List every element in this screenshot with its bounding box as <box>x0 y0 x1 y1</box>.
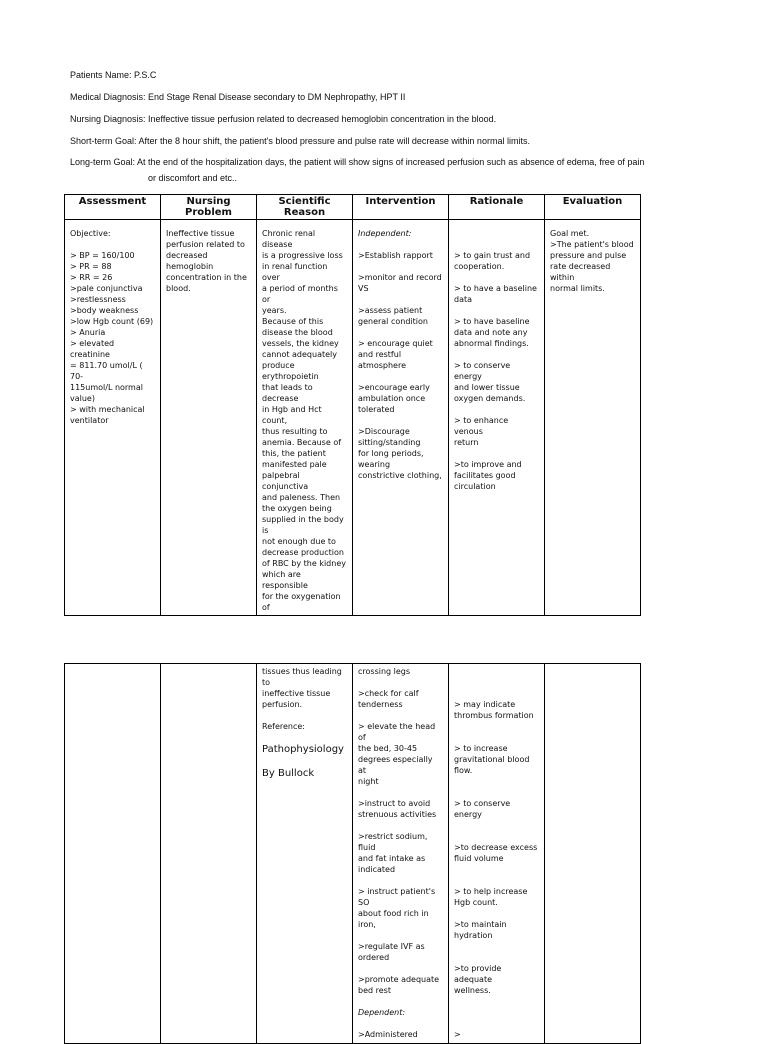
text-line <box>454 831 539 842</box>
text-line: >encourage early <box>358 383 430 392</box>
text-line: erythropoietin <box>262 372 319 381</box>
list-item <box>358 666 443 677</box>
text-line: Reference: <box>262 722 305 731</box>
text-line: in renal function over <box>262 262 328 282</box>
text-line: abnormal findings. <box>454 339 529 348</box>
text-line <box>454 787 539 798</box>
text-line: > <box>454 1030 461 1039</box>
list-item <box>454 721 539 776</box>
header-rationale: Rationale <box>449 195 545 220</box>
list-item <box>358 327 443 371</box>
text-line: and restful <box>358 350 402 359</box>
text-line: value) <box>70 394 95 403</box>
text-line: anemia. Because of <box>262 438 342 447</box>
text-line <box>454 864 539 875</box>
text-line: Ineffective tissue <box>166 229 235 238</box>
text-line <box>454 1007 539 1018</box>
text-line: wellness. <box>454 986 491 995</box>
text-line <box>358 239 443 250</box>
text-line <box>358 710 443 721</box>
text-line: degrees especially at <box>358 755 433 775</box>
text-line: >Administered <box>358 1030 418 1039</box>
text-line: night <box>358 777 379 786</box>
text-line <box>358 787 443 798</box>
text-line: >body weakness <box>70 306 139 315</box>
text-line: decreased <box>166 251 208 260</box>
text-line: ambulation once <box>358 394 426 403</box>
text-line: >The patient's blood <box>550 240 634 249</box>
text-line: of RBC by the kidney <box>262 559 346 568</box>
text-line: Objective: <box>70 229 111 238</box>
text-line: constrictive clothing, <box>358 471 442 480</box>
header-nursing-problem: Nursing Problem <box>161 195 257 220</box>
header-intervention: Intervention <box>353 195 449 220</box>
text-line: a period of months or <box>262 284 338 304</box>
text-line: bed rest <box>358 986 391 995</box>
text-line: >regulate IVF as <box>358 942 425 951</box>
text-line <box>454 349 539 360</box>
text-line: >instruct to avoid <box>358 799 431 808</box>
text-line: >Establish rapport <box>358 251 433 260</box>
table-row <box>65 664 641 1044</box>
text-line: > to conserve energy <box>454 799 511 819</box>
text-line: concentration in the <box>166 273 247 282</box>
list-item <box>454 776 539 820</box>
text-line: ineffective tissue <box>262 689 331 698</box>
list-item <box>454 305 539 349</box>
intervention-list <box>358 666 443 996</box>
text-line: Goal met. <box>550 229 590 238</box>
text-line: > elevated creatinine <box>70 339 115 359</box>
text-line: ventilator <box>70 416 109 425</box>
text-line: data <box>454 295 473 304</box>
text-line: = 811.70 umol/L ( 70- <box>70 361 143 381</box>
text-line: > encourage quiet <box>358 339 433 348</box>
text-line: > Anuria <box>70 328 106 337</box>
assessment-cell <box>65 220 161 616</box>
text-line: tenderness <box>358 700 403 709</box>
header-scientific-reason: Scientific Reason <box>257 195 353 220</box>
text-line: disease the blood <box>262 328 333 337</box>
text-line: is a progressive loss <box>262 251 343 260</box>
list-item <box>358 963 443 996</box>
text-line: >restrict sodium, fluid <box>358 832 428 852</box>
list-item <box>454 404 539 448</box>
text-line <box>262 710 347 721</box>
text-line: data and note any <box>454 328 528 337</box>
text-line: Hgb count. <box>454 898 498 907</box>
nursing-problem-cell <box>161 664 257 1044</box>
text-line: oxygen demands. <box>454 394 526 403</box>
text-line <box>454 305 539 316</box>
text-line: ordered <box>358 953 390 962</box>
text-line: > BP = 160/100 <box>70 251 135 260</box>
intervention-list <box>358 239 443 481</box>
text-line: strenuous activities <box>358 810 437 819</box>
nursing-diagnosis: Nursing Diagnosis: Ineffective tissue perfusion related to decreased hemoglobin concentration in the blood. <box>70 114 497 124</box>
text-line: the oxygen being <box>262 504 332 513</box>
independent-label: Independent: <box>358 229 412 238</box>
text-line <box>358 371 443 382</box>
table-row <box>65 220 641 616</box>
text-line: > to have a baseline <box>454 284 537 293</box>
list-item <box>454 864 539 908</box>
text-line: facilitates good <box>454 471 516 480</box>
list-item <box>454 272 539 305</box>
text-line: about food rich in iron, <box>358 909 429 929</box>
text-line <box>454 239 539 250</box>
text-line: > with mechanical <box>70 405 145 414</box>
list-item <box>454 908 539 941</box>
text-line: > to enhance venous <box>454 416 509 436</box>
text-line: > may indicate <box>454 700 516 709</box>
list-item <box>454 996 539 1040</box>
text-line: indicated <box>358 865 396 874</box>
list-item <box>358 239 443 261</box>
text-line: 115umol/L normal <box>70 383 143 392</box>
text-line: wearing <box>358 460 391 469</box>
text-line: thus resulting to <box>262 427 328 436</box>
text-line: blood. <box>166 284 191 293</box>
text-line: Chronic renal disease <box>262 229 316 249</box>
table-header-row <box>65 195 641 220</box>
text-line: for the oxygenation of <box>262 592 341 612</box>
reference-author: By Bullock <box>262 768 315 779</box>
text-line: thrombus formation <box>454 711 534 720</box>
header-assessment: Assessment <box>65 195 161 220</box>
list-item <box>454 941 539 996</box>
text-line <box>358 327 443 338</box>
text-line: >check for calf <box>358 689 419 698</box>
text-line: and lower tissue <box>454 383 520 392</box>
text-line: > instruct patient's SO <box>358 887 436 907</box>
text-line <box>358 261 443 272</box>
text-line: >to provide adequate <box>454 964 502 984</box>
text-line: crossing legs <box>358 667 411 676</box>
intervention-tail <box>358 1018 443 1040</box>
text-line: that leads to decrease <box>262 383 313 403</box>
text-line: years. <box>262 306 287 315</box>
text-line: rate decreased within <box>550 262 611 282</box>
short-term-goal: Short-term Goal: After the 8 hour shift, the patient's blood pressure and pulse rate will decrease within normal limits. <box>70 136 530 146</box>
text-line: > to help increase <box>454 887 528 896</box>
text-line <box>454 820 539 831</box>
text-line: tolerated <box>358 405 395 414</box>
text-line: and fat intake as <box>358 854 426 863</box>
text-line <box>454 721 539 732</box>
text-line: Because of this <box>262 317 324 326</box>
text-line: >Discourage <box>358 427 410 436</box>
list-item <box>358 415 443 481</box>
evaluation-cell <box>545 220 641 616</box>
text-line: hemoglobin <box>166 262 214 271</box>
text-line: > elevate the head of <box>358 722 436 742</box>
text-line: atmosphere <box>358 361 406 370</box>
text-line <box>358 294 443 305</box>
text-line: gravitational blood <box>454 755 530 764</box>
text-line <box>454 688 539 699</box>
text-line: not enough due to <box>262 537 336 546</box>
reason-continued <box>262 666 347 732</box>
text-line: this, the patient <box>262 449 326 458</box>
text-line <box>454 272 539 283</box>
text-line: normal limits. <box>550 284 605 293</box>
text-line: in Hgb and Hct count, <box>262 405 322 425</box>
text-line: general condition <box>358 317 428 326</box>
text-line: > RR = 26 <box>70 273 113 282</box>
list-item <box>358 710 443 787</box>
text-line: fluid volume <box>454 854 504 863</box>
text-line <box>454 666 539 677</box>
list-item <box>454 349 539 404</box>
text-line <box>454 732 539 743</box>
text-line: return <box>454 438 479 447</box>
text-line <box>454 228 539 239</box>
text-line: the bed, 30-45 <box>358 744 418 753</box>
reference-title: Pathophysiology <box>262 744 344 755</box>
text-line: >promote adequate <box>358 975 440 984</box>
list-item <box>454 666 539 721</box>
text-line: manifested pale <box>262 460 327 469</box>
text-line <box>358 820 443 831</box>
long-term-goal: Long-term Goal: At the end of the hospitalization days, the patient will show signs of increased perfusion such as absence of edema, free of pain <box>70 157 645 167</box>
text-line: cannot adequately <box>262 350 337 359</box>
list-item <box>454 448 539 492</box>
intervention-cell <box>353 220 449 616</box>
text-line <box>358 963 443 974</box>
text-line <box>454 941 539 952</box>
text-line <box>358 930 443 941</box>
text-line <box>454 875 539 886</box>
scientific-reason-cell <box>257 220 353 616</box>
intervention-cell <box>353 664 449 1044</box>
assessment-cell <box>65 664 161 1044</box>
text-line: >to maintain hydration <box>454 920 507 940</box>
text-line: >monitor and record <box>358 273 442 282</box>
text-line: >pale conjunctiva <box>70 284 143 293</box>
text-line <box>70 239 155 250</box>
text-line: >to improve and <box>454 460 522 469</box>
text-line <box>454 448 539 459</box>
text-line <box>454 908 539 919</box>
text-line: which are responsible <box>262 570 308 590</box>
text-line: > to increase <box>454 744 508 753</box>
text-line: sitting/standing <box>358 438 421 447</box>
text-line: circulation <box>454 482 496 491</box>
text-line: flow. <box>454 766 473 775</box>
text-line: produce <box>262 361 295 370</box>
text-line: > PR = 88 <box>70 262 112 271</box>
nursing-problem-cell <box>161 220 257 616</box>
text-line <box>358 677 443 688</box>
text-line: > to conserve energy <box>454 361 511 381</box>
list-item <box>358 875 443 930</box>
care-plan-table-page-2 <box>64 663 641 1044</box>
text-line: pressure and pulse <box>550 251 627 260</box>
text-line: and paleness. Then <box>262 493 341 502</box>
text-line <box>358 415 443 426</box>
medical-diagnosis: Medical Diagnosis: End Stage Renal Disease secondary to DM Nephropathy, HPT II <box>70 92 406 102</box>
text-line: vessels, the kidney <box>262 339 339 348</box>
text-line: supplied in the body is <box>262 515 344 535</box>
long-term-goal-continued: or discomfort and etc.. <box>148 173 238 183</box>
text-line <box>454 404 539 415</box>
list-item <box>358 677 443 710</box>
text-line: decrease production <box>262 548 344 557</box>
text-line: perfusion related to <box>166 240 245 249</box>
text-line: >low Hgb count (69) <box>70 317 154 326</box>
list-item <box>358 820 443 875</box>
text-line: tissues thus leading to <box>262 667 342 687</box>
rationale-cell <box>449 664 545 1044</box>
text-line: >restlessness <box>70 295 126 304</box>
list-item <box>358 787 443 820</box>
list-item <box>358 294 443 327</box>
list-item <box>358 261 443 294</box>
text-line: palpebral conjunctiva <box>262 471 309 491</box>
text-line <box>454 776 539 787</box>
text-line: >to decrease excess <box>454 843 538 852</box>
text-line: VS <box>358 284 369 293</box>
text-line: > to have baseline <box>454 317 530 326</box>
dependent-label: Dependent: <box>358 1008 406 1017</box>
text-line: perfusion. <box>262 700 303 709</box>
text-line <box>454 996 539 1007</box>
patient-name: Patients Name: P.S.C <box>70 70 157 80</box>
list-item <box>454 228 539 272</box>
rationale-cell <box>449 220 545 616</box>
text-line: for long periods, <box>358 449 424 458</box>
evaluation-cell <box>545 664 641 1044</box>
text-line: > to gain trust and <box>454 251 531 260</box>
text-line: >assess patient <box>358 306 423 315</box>
header-evaluation: Evaluation <box>545 195 641 220</box>
scientific-reason-cell <box>257 664 353 1044</box>
list-item <box>358 371 443 415</box>
text-line <box>454 952 539 963</box>
text-line: cooperation. <box>454 262 505 271</box>
text-line <box>358 875 443 886</box>
list-item <box>358 930 443 963</box>
care-plan-table-page-1 <box>64 194 641 616</box>
list-item <box>454 820 539 864</box>
text-line <box>454 677 539 688</box>
